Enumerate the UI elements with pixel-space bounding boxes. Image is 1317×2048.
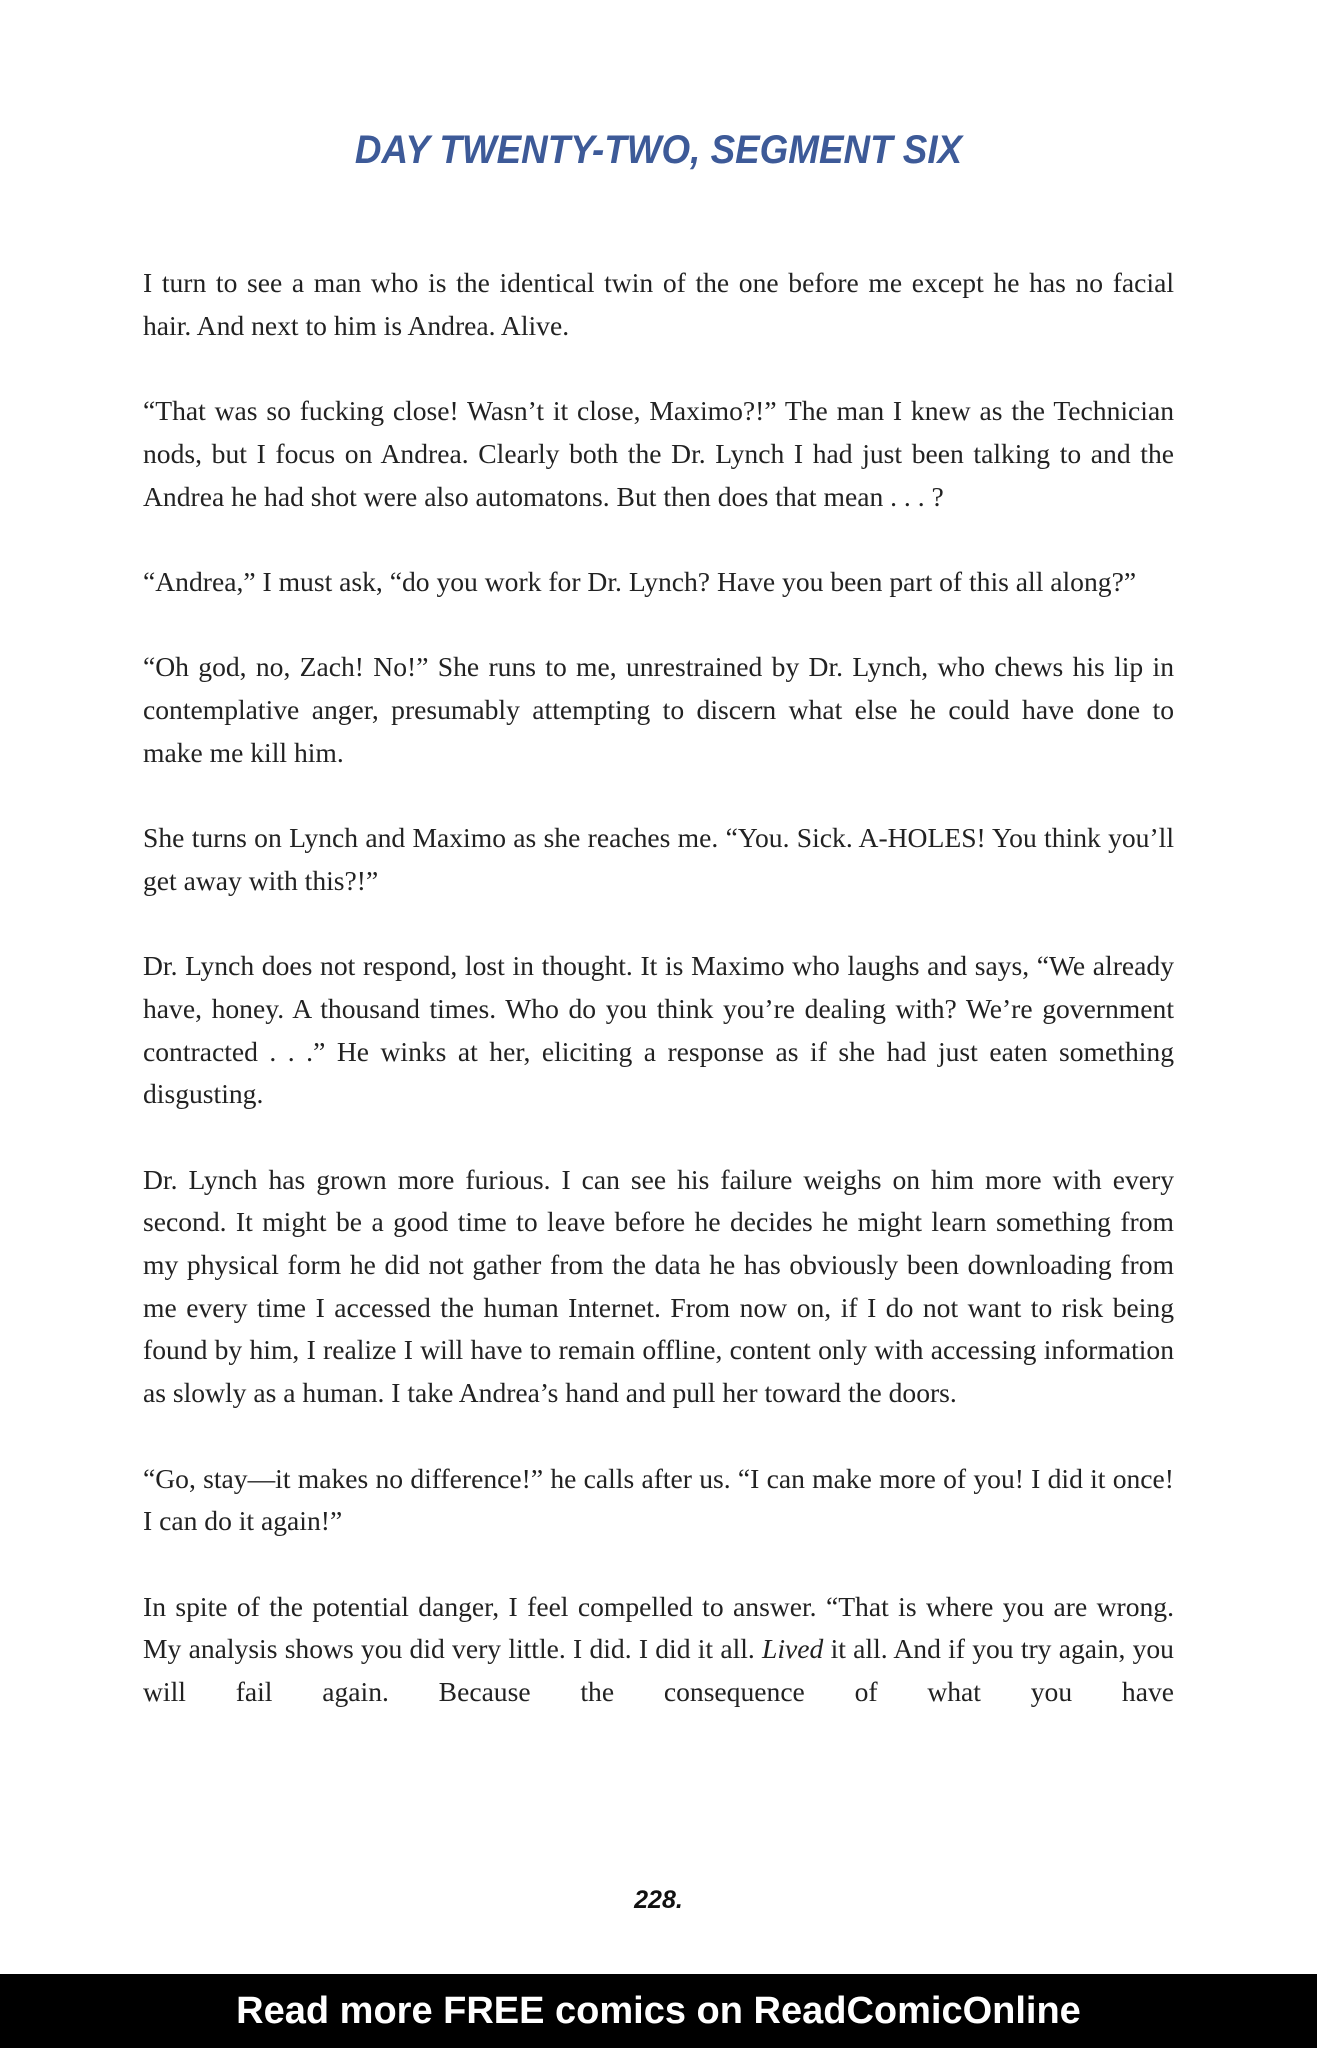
paragraph-8: “Go, stay—it makes no difference!” he calls after us. “I can make more of you! I did it once! I can do it again!”: [143, 1462, 1174, 1537]
paragraph-3: “Andrea,” I must ask, “do you work for Dr. Lynch? Have you been part of this all along?”: [143, 565, 1137, 597]
paragraph-9-italic-word: Lived: [762, 1633, 824, 1665]
body-text: [143, 262, 1174, 1714]
paragraph-6: Dr. Lynch does not respond, lost in thought. It is Maximo who laughs and says, “We already have, honey. A thousand times. Who do you think you’re dealing with? We’re government contracted . . .” He winks at her, eliciting a response as if she had just eaten something disgusting.: [143, 950, 1174, 1110]
paragraph-4: “Oh god, no, Zach! No!” She runs to me, unrestrained by Dr. Lynch, who chews his lip in contemplative anger, presumably attempting to discern what else he could have done to make me kill him.: [143, 651, 1174, 768]
chapter-title: DAY TWENTY-TWO, SEGMENT SIX: [354, 128, 963, 172]
paragraph-9-text-start: In spite of the potential danger, I feel compelled to answer. “That is where you are wrong. My analysis shows you did very little. I did. I did it all.: [143, 1590, 1174, 1665]
paragraph-9-text-end: it all. And if you try again, you will fail again. Because the consequence of what you have: [143, 1633, 1174, 1708]
paragraph-9: [143, 1586, 1174, 1714]
paragraph-5: She turns on Lynch and Maximo as she reaches me. “You. Sick. A-HOLES! You think you’ll get away with this?!”: [143, 822, 1174, 896]
paragraph-7: Dr. Lynch has grown more furious. I can see his failure weighs on him more with every second. It might be a good time to leave before he decides he might learn something from my physical form he did not gather from the data he has obviously been downloading from me every time I accessed the human Internet. From now on, if I do not want to risk being found by him, I realize I will have to remain offline, content only with accessing information as slowly as a human. I take Andrea’s hand and pull her toward the doors.: [143, 1163, 1174, 1409]
paragraph-1: I turn to see a man who is the identical twin of the one before me except he has no facial hair. And next to him is Andrea. Alive.: [143, 267, 1174, 341]
paragraph-2: “That was so fucking close! Wasn’t it close, Maximo?!” The man I knew as the Technician nods, but I focus on Andrea. Clearly both the Dr. Lynch I had just been talking to and the Andrea he had shot were also automatons. But then does that mean . . . ?: [143, 395, 1174, 512]
footer-banner-link[interactable]: Read more FREE comics on ReadComicOnline: [0, 1974, 1317, 2048]
page-number: 228.: [634, 1886, 683, 1914]
